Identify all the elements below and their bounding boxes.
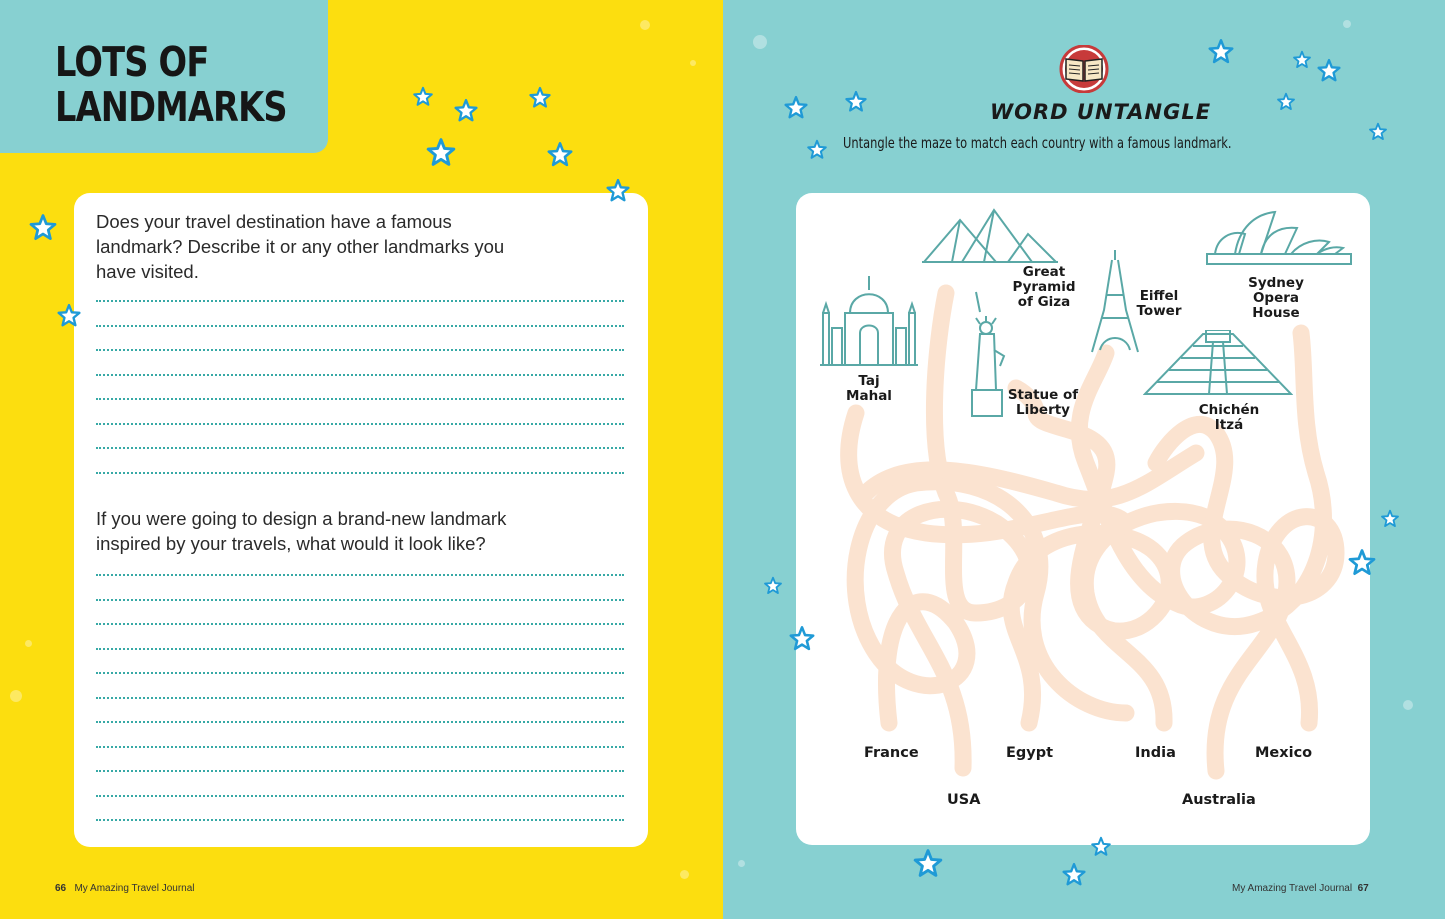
- page-number: 67: [1357, 883, 1369, 894]
- star-icon: [528, 86, 552, 110]
- star-icon: [546, 141, 574, 169]
- sydney-opera-house-illustration: [1205, 208, 1353, 266]
- star-icon: [1061, 862, 1087, 888]
- label-great-pyramid: Great Pyramid of Giza: [1012, 264, 1076, 310]
- star-icon: [1090, 836, 1112, 858]
- country-australia: Australia: [1182, 792, 1256, 808]
- open-book-icon: [1056, 45, 1112, 93]
- country-france: France: [864, 745, 919, 761]
- star-icon: [1276, 92, 1296, 112]
- star-icon: [1380, 509, 1400, 529]
- star-icon: [1292, 50, 1312, 70]
- star-icon: [425, 137, 457, 169]
- prompt-landmark: Does your travel destination have a famous landmark? Describe it or any other landmarks you have visited.: [96, 211, 505, 282]
- star-icon: [28, 213, 58, 243]
- country-mexico: Mexico: [1255, 745, 1313, 761]
- page-title-line2: LANDMARKS: [55, 83, 287, 131]
- star-icon: [844, 90, 868, 114]
- writing-lines-1[interactable]: [96, 300, 624, 496]
- star-icon: [788, 625, 816, 653]
- star-icon: [806, 139, 828, 161]
- label-taj-mahal: Taj Mahal: [846, 373, 892, 404]
- country-usa: USA: [947, 792, 981, 808]
- star-icon: [912, 848, 944, 880]
- label-chichen-itza: Chichén Itzá: [1198, 402, 1260, 433]
- pyramid-illustration: [922, 208, 1058, 264]
- activity-title: WORD UNTANGLE: [990, 100, 1212, 124]
- country-egypt: Egypt: [1006, 745, 1054, 761]
- label-sydney-opera-house: Sydney Opera House: [1248, 275, 1304, 321]
- prompt-design: If you were going to design a brand-new landmark inspired by your travels, what would it look like?: [96, 508, 507, 554]
- star-icon: [605, 178, 631, 204]
- writing-lines-2[interactable]: [96, 574, 624, 844]
- star-icon: [453, 98, 479, 124]
- label-eiffel-tower: Eiffel Tower: [1136, 288, 1182, 319]
- footer-title: My Amazing Travel Journal: [1232, 883, 1353, 894]
- label-statue-of-liberty: Statue of Liberty: [1007, 387, 1079, 418]
- footer-title: My Amazing Travel Journal: [74, 883, 195, 894]
- star-icon: [56, 303, 82, 329]
- activity-instruction: Untangle the maze to match each country with a famous landmark.: [843, 134, 1232, 152]
- taj-mahal-illustration: [820, 268, 918, 368]
- footer-right: [1232, 883, 1369, 894]
- star-icon: [412, 86, 434, 108]
- star-icon: [1207, 38, 1235, 66]
- page-title-line1: LOTS OF: [55, 38, 209, 86]
- footer-left: [55, 883, 195, 894]
- star-icon: [1347, 548, 1377, 578]
- star-icon: [1368, 122, 1388, 142]
- star-icon: [783, 95, 809, 121]
- country-india: India: [1135, 745, 1176, 761]
- star-icon: [763, 576, 783, 596]
- chichen-itza-illustration: [1143, 330, 1293, 396]
- star-icon: [1316, 58, 1342, 84]
- page-number: 66: [55, 883, 67, 894]
